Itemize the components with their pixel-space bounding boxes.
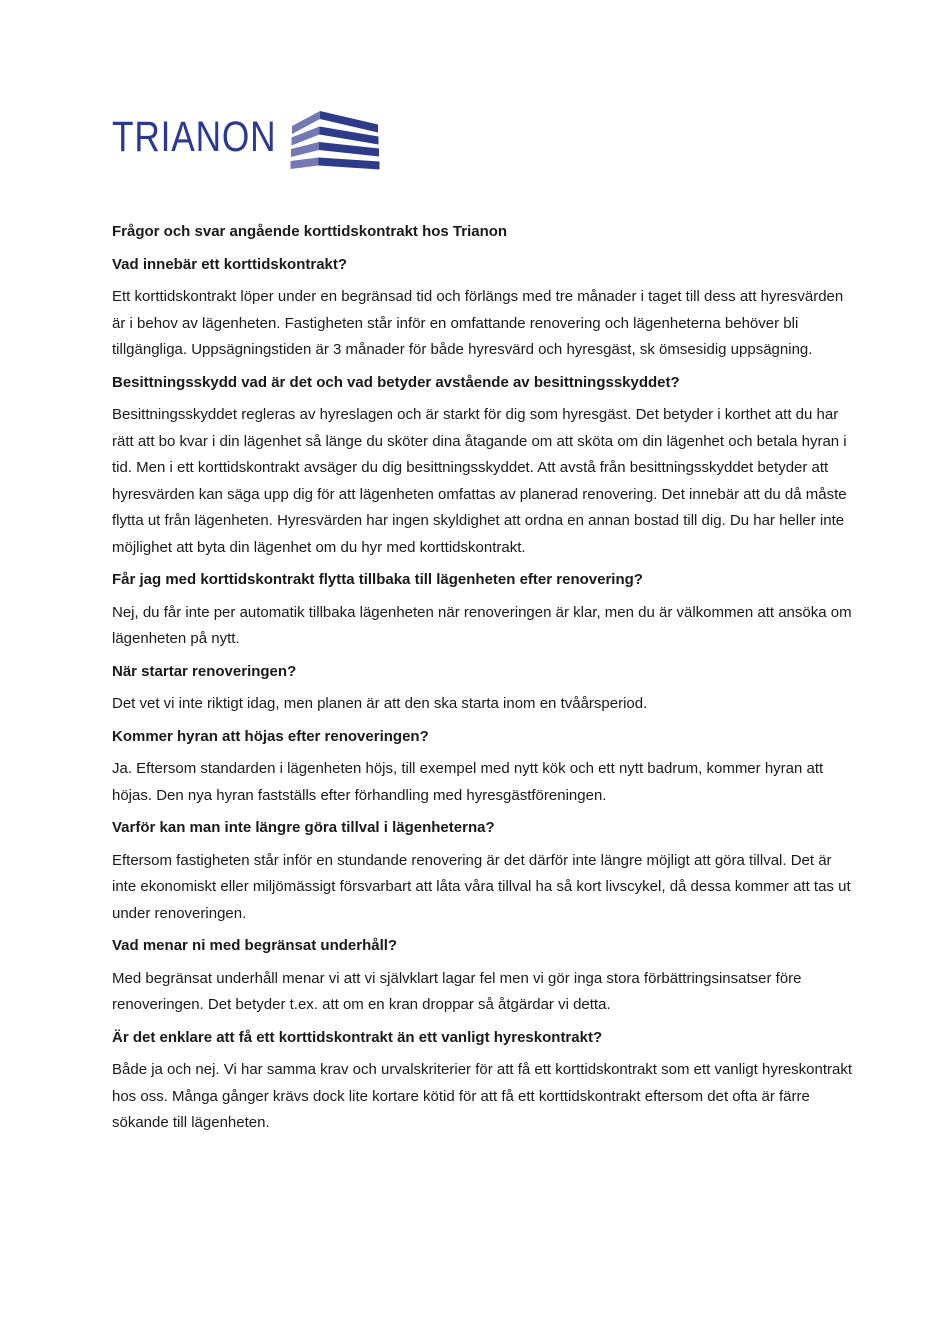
faq-content (112, 219, 857, 1143)
faq-question-6: Varför kan man inte längre göra tillval i lägenheterna? (112, 819, 495, 836)
faq-question-2: Besittningsskydd vad är det och vad betyder avstående av besittningsskyddet? (112, 373, 680, 391)
trianon-logo (112, 108, 402, 178)
faq-answer-8: Både ja och nej. Vi har samma krav och urvalskriterier för att få ett korttidskontrakt som ett vanligt hyreskontrakt hos oss. Många gånger krävs dock lite kortare kötid för att få ett korttidskontrakt eftersom det ofta är färre sökande till lägenheten. (112, 1061, 853, 1131)
faq-answer-6: Eftersom fastigheten står inför en stundande renovering är det därför inte längre möjligt att göra tillval. Det är inte ekonomiskt eller miljömässigt försvarbart att låta våra tillval ha så kort livscykel, då dessa kommer att tas ut under renoveringen. (112, 851, 851, 922)
faq-question-1: Vad innebär ett korttidskontrakt? (112, 255, 348, 273)
faq-question-3: Får jag med korttidskontrakt flytta tillbaka till lägenheten efter renovering? (112, 571, 643, 588)
faq-question-4: När startar renoveringen? (112, 662, 297, 680)
faq-question-8: Är det enklare att få ett korttidskontrakt än ett vanligt hyreskontrakt? (112, 1028, 603, 1046)
faq-answer-3: Nej, du får inte per automatik tillbaka lägenheten när renoveringen är klar, men du är välkommen att ansöka om lägenheten på nytt. (112, 603, 852, 647)
building-slab-front (319, 142, 379, 157)
faq-answer-2: Besittningsskyddet regleras av hyreslagen och är starkt för dig som hyresgäst. Det betyder i korthet att du har rätt att bo kvar i din lägenhet så länge du sköter dina åtagande om att sköta om din lägenhet och betala hyran i tid. Men i ett korttidskontrakt avsäger du dig besittningsskyddet. Att avstå från besittningsskyddet betyder att hyresvärden kan säga upp dig för att lägenheten omfattas av planerad renovering. Det innebär att du då måste flytta ut från lägenheten. Hyresvärden har ingen skyldighet att ordna en annan bostad till dig. Du har heller inte möjlighet att byta din lägenhet om du hyr med korttidskontrakt. (112, 406, 847, 556)
faq-question-7: Vad menar ni med begränsat underhåll? (112, 937, 398, 954)
faq-answer-1: Ett korttidskontrakt löper under en begränsad tid och förlängs med tre månader i taget till dess att hyresvärden är i behov av lägenheten. Fastigheten står inför en omfattande renovering och lägenheterna behöver bli tillgängliga. Uppsägningstiden är 3 månader för både hyresvärd och hyresgäst, sk ömsesidig uppsägning. (112, 288, 844, 358)
document-title: Frågor och svar angående korttidskontrakt hos Trianon (112, 223, 508, 240)
building-slab-side (291, 158, 319, 170)
trianon-wordmark: TRIANON (112, 113, 277, 161)
faq-answer-4: Det vet vi inte riktigt idag, men planen är att den ska starta inom en tvåårsperiod. (112, 695, 648, 712)
building-slab-front (319, 158, 380, 170)
faq-answer-7: Med begränsat underhåll menar vi att vi självklart lagar fel men vi gör inga stora förbättringsinsatser före renoveringen. Det betyder t.ex. att om en kran droppar så åtgärdar vi detta. (112, 969, 802, 1013)
building-slab-side (291, 142, 319, 157)
faq-answer-5: Ja. Eftersom standarden i lägenheten höjs, till exempel med nytt kök och ett nytt badrum, kommer hyran att höjas. Den nya hyran fastställs efter förhandling med hyresgästföreningen. (112, 760, 824, 804)
faq-question-5: Kommer hyran att höjas efter renoveringen? (112, 727, 429, 745)
building-icon (289, 110, 381, 170)
